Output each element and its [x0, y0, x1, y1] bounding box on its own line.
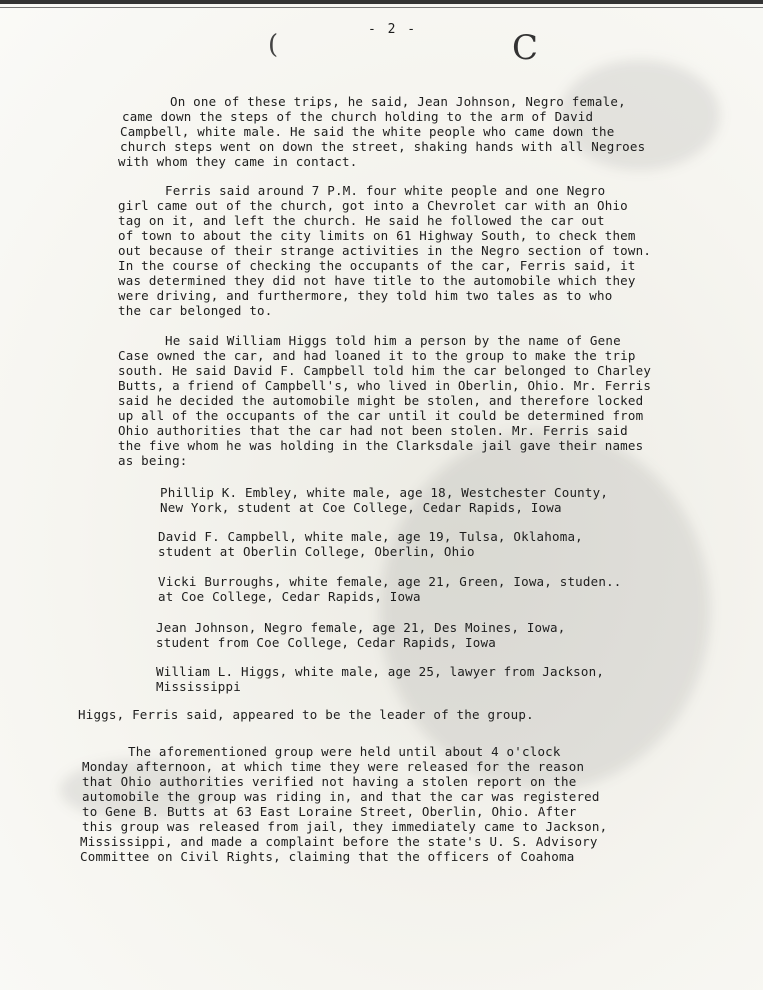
- text-line: of town to about the city limits on 61 Highway South, to check them: [118, 228, 636, 243]
- text-line: Campbell, white male. He said the white people who came down the: [120, 124, 615, 139]
- list-item-line: Phillip K. Embley, white male, age 18, Westchester County,: [160, 485, 609, 500]
- text-line: were driving, and furthermore, they told him two tales as to who: [118, 288, 613, 303]
- handwritten-mark: C: [512, 28, 539, 68]
- handwritten-mark: (: [268, 30, 279, 60]
- text-line: automobile the group was riding in, and that the car was registered: [82, 789, 600, 804]
- text-line: to Gene B. Butts at 63 East Loraine Street, Oberlin, Ohio. After: [82, 804, 577, 819]
- text-line: On one of these trips, he said, Jean Johnson, Negro female,: [170, 94, 626, 109]
- text-line: the car belonged to.: [118, 303, 273, 318]
- text-line: Mississippi, and made a complaint before the state's U. S. Advisory: [80, 834, 598, 849]
- text-line: came down the steps of the church holding to the arm of David: [122, 109, 594, 124]
- top-border: [0, 0, 763, 4]
- text-line: The aforementioned group were held until about 4 o'clock: [128, 744, 561, 759]
- text-line: was determined they did not have title to the automobile which they: [118, 273, 636, 288]
- list-item-line: David F. Campbell, white male, age 19, Tulsa, Oklahoma,: [158, 529, 583, 544]
- text-line: this group was released from jail, they immediately came to Jackson,: [82, 819, 608, 834]
- list-item-line: Vicki Burroughs, white female, age 21, Green, Iowa, studen..: [158, 574, 622, 589]
- top-border-thin: [0, 7, 763, 8]
- text-line: Monday afternoon, at which time they were released for the reason: [82, 759, 585, 774]
- scan-noise: [380, 430, 710, 790]
- text-line: Case owned the car, and had loaned it to the group to make the trip: [118, 348, 636, 363]
- text-line: Butts, a friend of Campbell's, who lived in Oberlin, Ohio. Mr. Ferris: [118, 378, 652, 393]
- text-line: church steps went on down the street, shaking hands with all Negroes: [120, 139, 646, 154]
- list-item-line: Jean Johnson, Negro female, age 21, Des Moines, Iowa,: [156, 620, 566, 635]
- list-item-line: Mississippi: [156, 679, 241, 694]
- text-line: with whom they came in contact.: [118, 154, 358, 169]
- list-item-line: New York, student at Coe College, Cedar Rapids, Iowa: [160, 500, 562, 515]
- text-line: In the course of checking the occupants of the car, Ferris said, it: [118, 258, 636, 273]
- list-item-line: student from Coe College, Cedar Rapids, Iowa: [156, 635, 496, 650]
- list-item-line: at Coe College, Cedar Rapids, Iowa: [158, 589, 421, 604]
- text-line: as being:: [118, 453, 188, 468]
- text-line: Higgs, Ferris said, appeared to be the leader of the group.: [78, 707, 534, 722]
- text-line: He said William Higgs told him a person by the name of Gene: [165, 333, 621, 348]
- text-line: that Ohio authorities verified not having a stolen report on the: [82, 774, 577, 789]
- text-line: Ferris said around 7 P.M. four white people and one Negro: [165, 183, 606, 198]
- text-line: the five whom he was holding in the Clarksdale jail gave their names: [118, 438, 644, 453]
- text-line: south. He said David F. Campbell told him the car belonged to Charley: [118, 363, 652, 378]
- text-line: Committee on Civil Rights, claiming that the officers of Coahoma: [80, 849, 575, 864]
- list-item-line: William L. Higgs, white male, age 25, lawyer from Jackson,: [156, 664, 605, 679]
- text-line: girl came out of the church, got into a Chevrolet car with an Ohio: [118, 198, 628, 213]
- text-line: up all of the occupants of the car until it could be determined from: [118, 408, 644, 423]
- list-item-line: student at Oberlin College, Oberlin, Ohio: [158, 544, 475, 559]
- text-line: out because of their strange activities in the Negro section of town.: [118, 243, 652, 258]
- text-line: tag on it, and left the church. He said he followed the car out: [118, 213, 605, 228]
- text-line: Ohio authorities that the car had not been stolen. Mr. Ferris said: [118, 423, 628, 438]
- page-number: - 2 -: [368, 22, 418, 37]
- text-line: said he decided the automobile might be stolen, and therefore locked: [118, 393, 644, 408]
